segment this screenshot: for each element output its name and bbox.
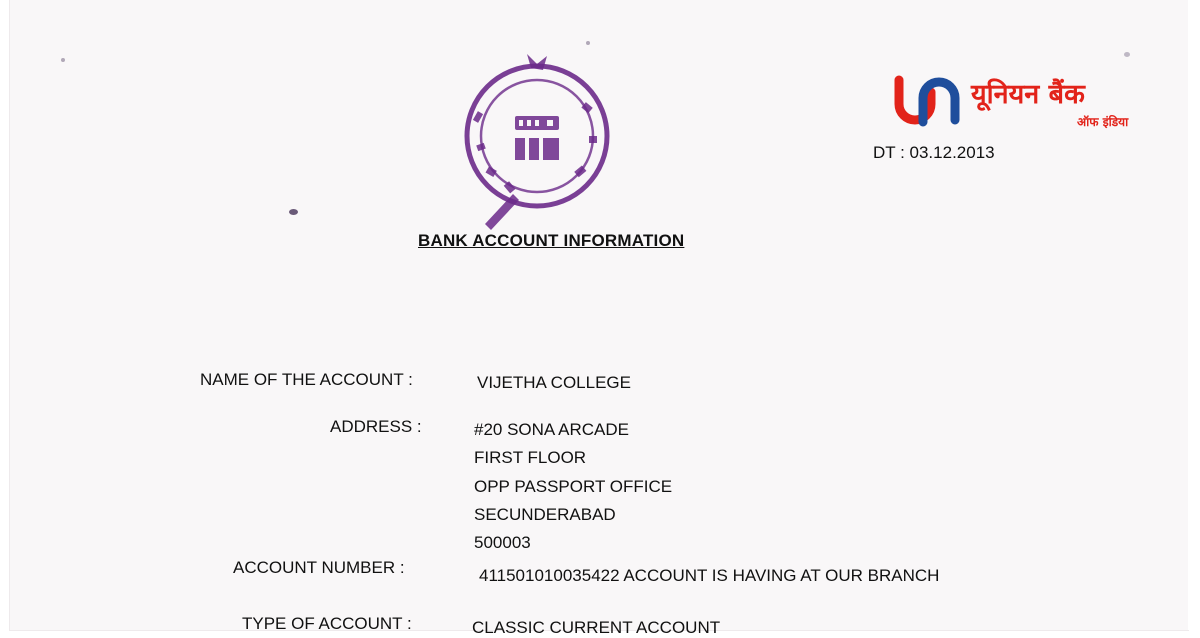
ink-speck [289, 209, 298, 215]
address-line: SECUNDERABAD [474, 505, 616, 524]
bank-name-hindi: यूनियन बैंक [971, 79, 1085, 110]
ink-speck [586, 41, 590, 45]
address-line: #20 SONA ARCADE [474, 420, 629, 439]
address-line: FIRST FLOOR [474, 448, 587, 467]
ink-speck [61, 58, 65, 62]
bank-name-subtitle: ऑफ इंडिया [1077, 115, 1129, 129]
address-label: ADDRESS : [330, 417, 422, 436]
document-title: BANK ACCOUNT INFORMATION [418, 231, 685, 250]
address-line: OPP PASSPORT OFFICE [474, 477, 673, 496]
address-line: 500003 [474, 533, 531, 552]
ink-speck [1124, 52, 1130, 57]
account-number-value: 411501010035422 ACCOUNT IS HAVING AT OUR BRANCH [479, 566, 940, 585]
bank-stamp-seal [455, 44, 620, 234]
union-bank-logo-icon [893, 74, 965, 128]
account-type-value: CLASSIC CURRENT ACCOUNT [472, 618, 721, 637]
account-name-label: NAME OF THE ACCOUNT : [200, 370, 413, 389]
account-number-label: ACCOUNT NUMBER : [233, 558, 405, 577]
document-date: DT : 03.12.2013 [873, 143, 995, 162]
page-edge [1188, 0, 1200, 630]
account-name-value: VIJETHA COLLEGE [477, 373, 631, 392]
account-type-label: TYPE OF ACCOUNT : [242, 614, 412, 633]
